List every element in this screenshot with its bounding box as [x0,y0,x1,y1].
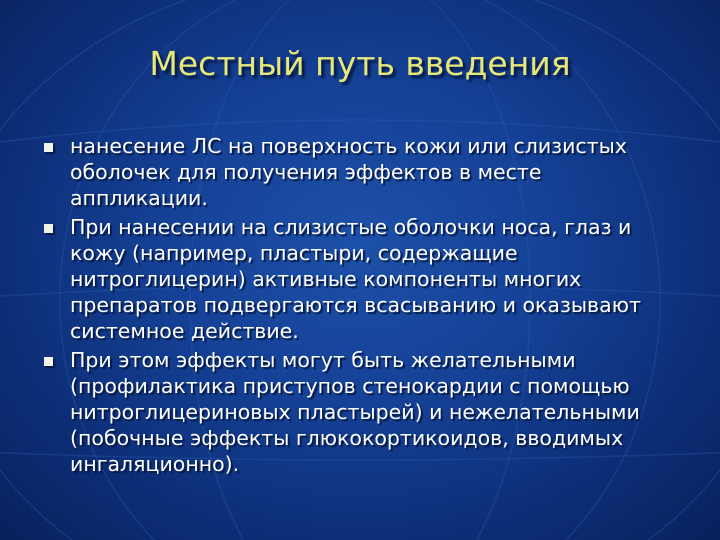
bullet-item [42,214,682,344]
bullet-text: При этом эффекты могут быть желательными (профилактика приступов стенокардии с помощью нитроглицериновых пластырей) и нежелательными (побочные эффекты глюкокортикоидов, вводимых ингаляционно). [70,348,640,476]
square-bullet-icon [44,224,53,233]
bullet-text: нанесение ЛС на поверхность кожи или слизистых оболочек для получения эффектов в месте аппликации. [70,134,627,210]
bullet-item [42,133,682,211]
square-bullet-icon [44,357,53,366]
bullet-text: При нанесении на слизистые оболочки носа, глаз и кожу (например, пластыри, содержащие нитроглицерин) активные компоненты многих препаратов подвергаются всасыванию и оказывают системное действие. [70,215,641,343]
square-bullet-icon [44,143,53,152]
bullet-item [42,347,682,477]
slide-title: Местный путь введения [149,44,571,83]
bullet-list [42,133,682,480]
